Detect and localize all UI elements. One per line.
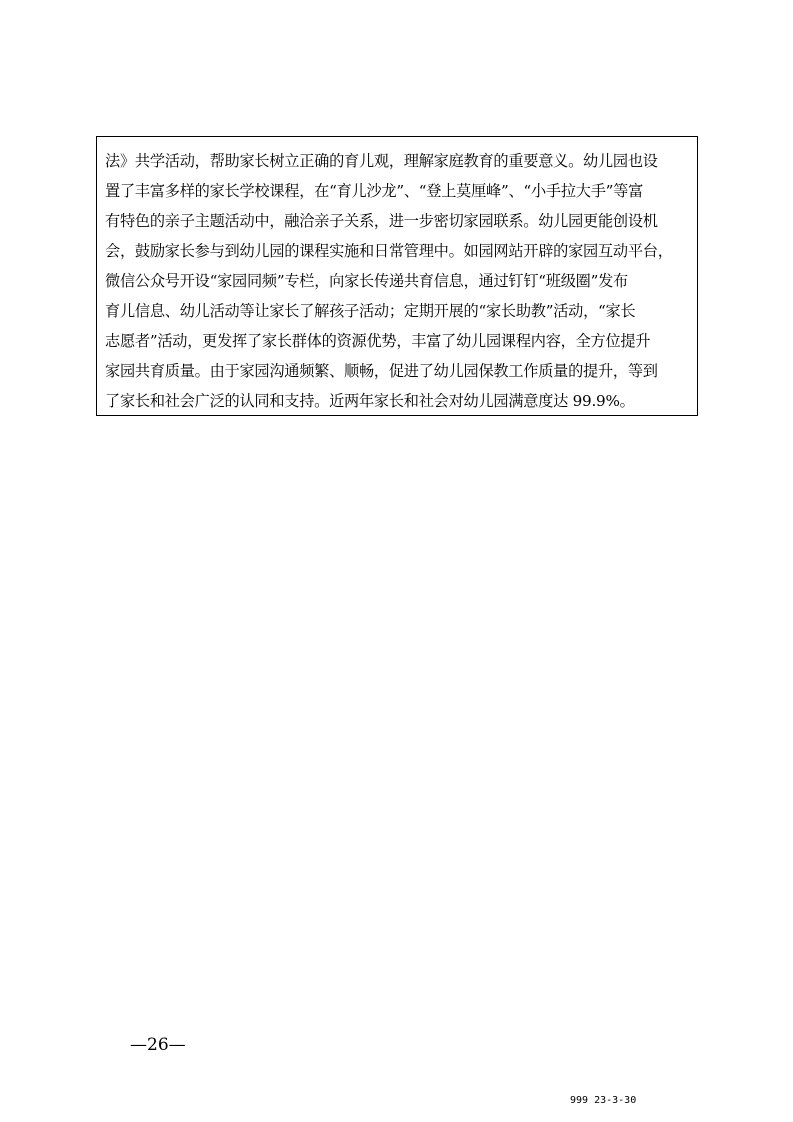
paragraph-line: 会，鼓励家长参与到幼儿园的课程实施和日常管理中。如园网站开辟的家园互动平台，: [105, 242, 673, 260]
paragraph-line: 家园共育质量。由于家园沟通频繁、顺畅，促进了幼儿园保教工作质量的提升，等到: [105, 362, 658, 380]
paragraph-line: 志愿者”活动，更发挥了家长群体的资源优势，丰富了幼儿园课程内容，全方位提升: [105, 332, 651, 350]
paragraph-line: 置了丰富多样的家长学校课程，在“育儿沙龙”、“登上莫厘峰”、“小手拉大手”等富: [105, 182, 644, 200]
page-number: —26—: [130, 1035, 186, 1055]
paragraph-line: 法》共学活动，帮助家长树立正确的育儿观，理解家庭教育的重要意义。幼儿园也设: [105, 152, 658, 170]
paragraph-line: 了家长和社会广泛的认同和支持。近两年家长和社会对幼儿园满意度达 99.9%。: [105, 392, 635, 410]
paragraph-line: 育儿信息、幼儿活动等让家长了解孩子活动；定期开展的“家长助教”活动，“家长: [105, 302, 636, 320]
bordered-text-box: [96, 136, 698, 416]
paragraph-line: 有特色的亲子主题活动中，融洽亲子关系，进一步密切家园联系。幼儿园更能创设机: [105, 212, 658, 230]
print-stamp: 999 23-3-30: [570, 1095, 637, 1106]
paragraph-line: 微信公众号开设“家园同频”专栏，向家长传递共育信息，通过钉钉“班级圈”发布: [105, 272, 628, 290]
